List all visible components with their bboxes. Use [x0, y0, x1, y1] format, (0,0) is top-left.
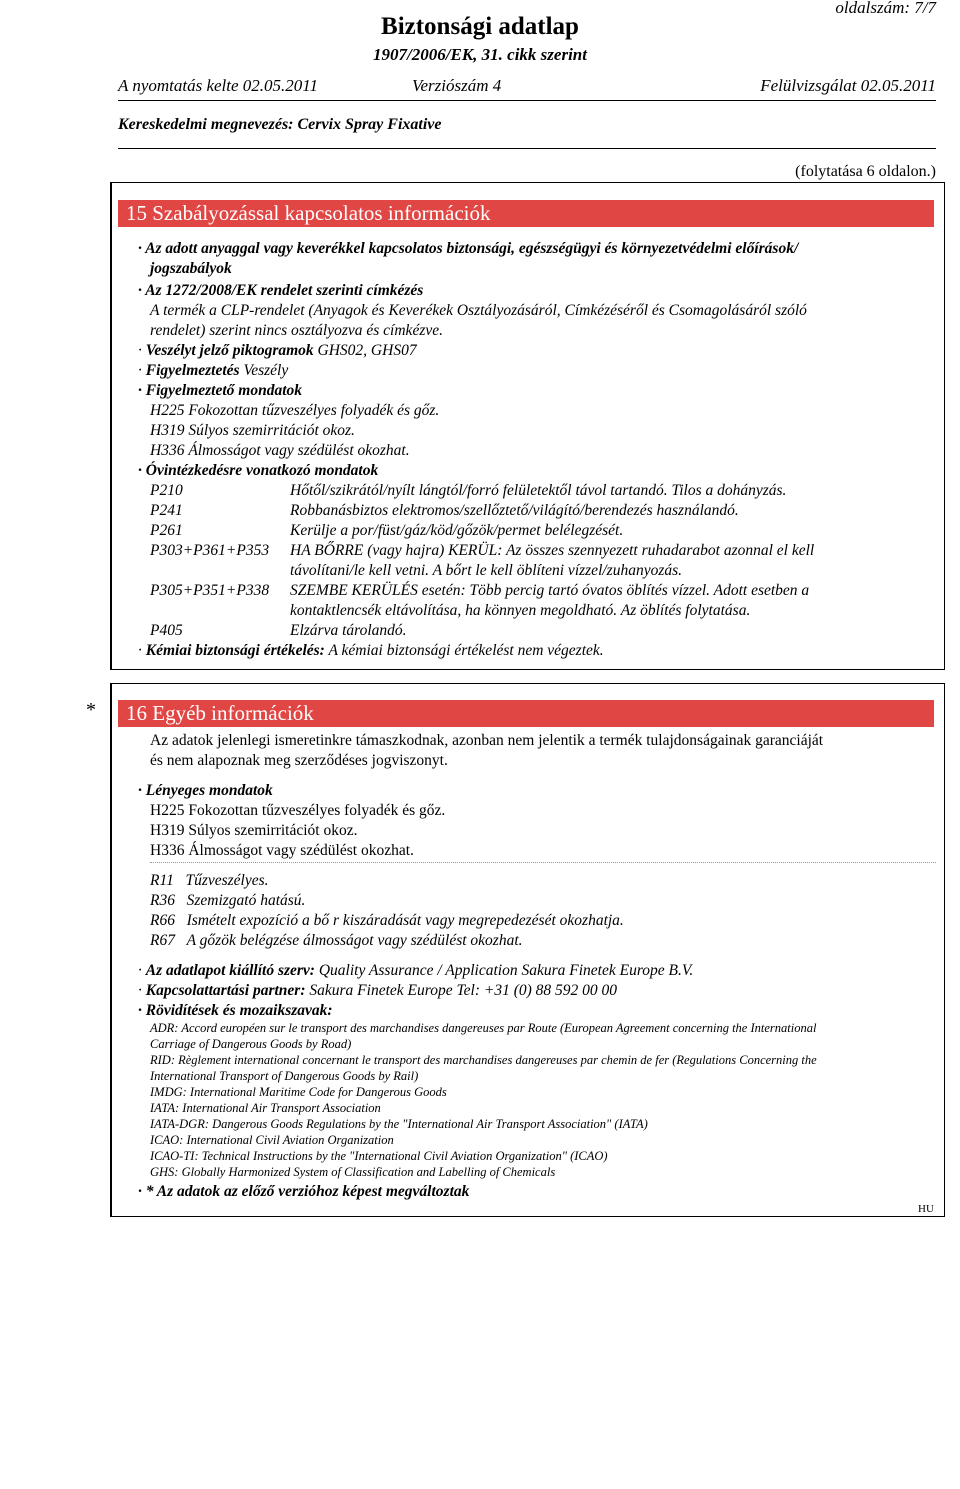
relevant-phrase: H319 Súlyos szemirritációt okoz. [150, 822, 358, 839]
r-phrase: R11 Tűzveszélyes. [150, 872, 269, 889]
document-title: Biztonsági adatlap [381, 13, 579, 40]
precaution-code: P305+P351+P338 [150, 582, 270, 599]
precaution-code: P303+P361+P353 [150, 542, 270, 559]
issuer-line: · Az adatlapot kiállító szerv: Quality Assurance / Application Sakura Finetek Europe B.V. [138, 962, 694, 979]
hazard-statement: H225 Fokozottan tűzveszélyes folyadék és gőz. [150, 402, 440, 419]
r-phrase: R36 Szemizgató hatású. [150, 892, 306, 909]
disclaimer-text-cont: és nem alapoznak meg szerződéses jogviszonyt. [150, 752, 448, 769]
continued-note: (folytatása 6 oldalon.) [795, 163, 936, 180]
precaution-code: P210 [150, 482, 183, 499]
hazard-statement: H319 Súlyos szemirritációt okoz. [150, 422, 355, 439]
trade-name: Kereskedelmi megnevezés: Cervix Spray Fixative [118, 116, 442, 133]
regulations-heading-cont: jogszabályok [150, 260, 232, 277]
r-phrase: R67 A gőzök belégzése álmosságot vagy szédülést okozhat. [150, 932, 523, 949]
print-date: A nyomtatás kelte 02.05.2011 [118, 76, 319, 95]
precaution-text: Robbanásbiztos elektromos/szellőztető/világító/berendezés használandó. [290, 502, 739, 519]
r-phrase: R66 Ismételt expozíció a bő r kiszáradását vagy megrepedezését okozhatja. [150, 912, 624, 929]
precautionary-label: · Óvintézkedésre vonatkozó mondatok [138, 462, 379, 479]
version-number: Verziószám 4 [412, 76, 502, 95]
header-rule [118, 100, 936, 101]
change-mark: * [86, 699, 96, 721]
precaution-text: SZEMBE KERÜLÉS esetén: Több percig tartó óvatos öblítés vízzel. Adott esetben a [290, 582, 810, 599]
section-15-heading: 15 Szabályozással kapcsolatos információk [118, 200, 934, 227]
dotted-separator [150, 862, 936, 863]
abbreviation-line: RID: Règlement international concernant le transport des marchandises dangereuses par chemin de fer (Regulations Concerning the [150, 1053, 817, 1067]
precaution-text: Hőtől/szikrától/nyílt lángtól/forró felületektől távol tartandó. Tilos a dohányzás. [290, 482, 787, 499]
disclaimer-text: Az adatok jelenlegi ismeretinkre támaszkodnak, azonban nem jelentik a termék tulajdonságainak garanciáját [150, 732, 824, 749]
abbreviation-line: ICAO-TI: Technical Instructions by the "International Civil Aviation Organization" (ICAO) [150, 1149, 608, 1163]
abbreviation-line: Carriage of Dangerous Goods by Road) [150, 1037, 352, 1051]
precaution-code: P405 [150, 622, 183, 639]
language-code: HU [918, 1203, 934, 1215]
precaution-text-cont: távolítani/le kell vetni. A bőrt le kell öblíteni vízzel/zuhanyozás. [290, 562, 683, 579]
clp-label: · Az 1272/2008/EK rendelet szerinti címkézés [138, 282, 424, 299]
section-16-heading: 16 Egyéb információk [118, 700, 934, 727]
revision-date: Felülvizsgálat 02.05.2011 [760, 76, 936, 95]
changed-note: · * Az adatok az előző verzióhoz képest megváltoztak [138, 1183, 470, 1200]
abbreviation-line: IATA: International Air Transport Association [150, 1101, 381, 1115]
clp-text: A termék a CLP-rendelet (Anyagok és Keverékek Osztályozásáról, Címkézéséről és Csomagolásáról szóló [150, 302, 807, 319]
abbreviation-line: IMDG: International Maritime Code for Dangerous Goods [150, 1085, 447, 1099]
chemical-safety-line: · Kémiai biztonsági értékelés: A kémiai biztonsági értékelést nem végeztek. [138, 642, 604, 659]
precaution-code: P241 [150, 502, 183, 519]
pictograms-line: · Veszélyt jelző piktogramok GHS02, GHS07 [138, 342, 417, 359]
abbreviation-line: International Transport of Dangerous Goods by Rail) [150, 1069, 419, 1083]
precaution-text: Kerülje a por/füst/gáz/köd/gőzök/permet belélegzését. [290, 522, 624, 539]
hazard-statements-label: · Figyelmeztető mondatok [138, 382, 303, 399]
abbreviations-label: · Rövidítések és mozaikszavak: [138, 1002, 333, 1019]
document-subtitle: 1907/2006/EK, 31. cikk szerint [373, 45, 587, 64]
relevant-phrase: H336 Álmosságot vagy szédülést okozhat. [150, 842, 414, 859]
regulations-heading: · Az adott anyaggal vagy keverékkel kapcsolatos biztonsági, egészségügyi és környezetvédelmi előírások/ [138, 240, 799, 257]
precaution-text: HA BŐRRE (vagy hajra) KERÜL: Az összes szennyezett ruhadarabot azonnal el kell [290, 542, 815, 559]
relevant-phrase: H225 Fokozottan tűzveszélyes folyadék és gőz. [150, 802, 446, 819]
abbreviation-line: GHS: Globally Harmonized System of Classification and Labelling of Chemicals [150, 1165, 556, 1179]
abbreviation-line: ICAO: International Civil Aviation Organization [150, 1133, 394, 1147]
abbreviation-line: IATA-DGR: Dangerous Goods Regulations by the "International Air Transport Association" (IATA) [150, 1117, 648, 1131]
page-number: oldalszám: 7/7 [835, 0, 936, 17]
header-rule-2 [118, 148, 936, 149]
clp-text-cont: rendelet) szerint nincs osztályozva és címkézve. [150, 322, 443, 339]
hazard-statement: H336 Álmosságot vagy szédülést okozhat. [150, 442, 410, 459]
precaution-text-cont: kontaktlencsék eltávolítása, ha könnyen megoldható. Az öblítés folytatása. [290, 602, 751, 619]
relevant-phrases-label: · Lényeges mondatok [138, 782, 273, 799]
precaution-text: Elzárva tárolandó. [290, 622, 407, 639]
precaution-code: P261 [150, 522, 183, 539]
signal-word-line: · Figyelmeztetés Veszély [138, 362, 289, 379]
abbreviation-line: ADR: Accord européen sur le transport des marchandises dangereuses par Route (European Agreement concerning the International [150, 1021, 817, 1035]
contact-line: · Kapcsolattartási partner: Sakura Finetek Europe Tel: +31 (0) 88 592 00 00 [138, 982, 618, 999]
